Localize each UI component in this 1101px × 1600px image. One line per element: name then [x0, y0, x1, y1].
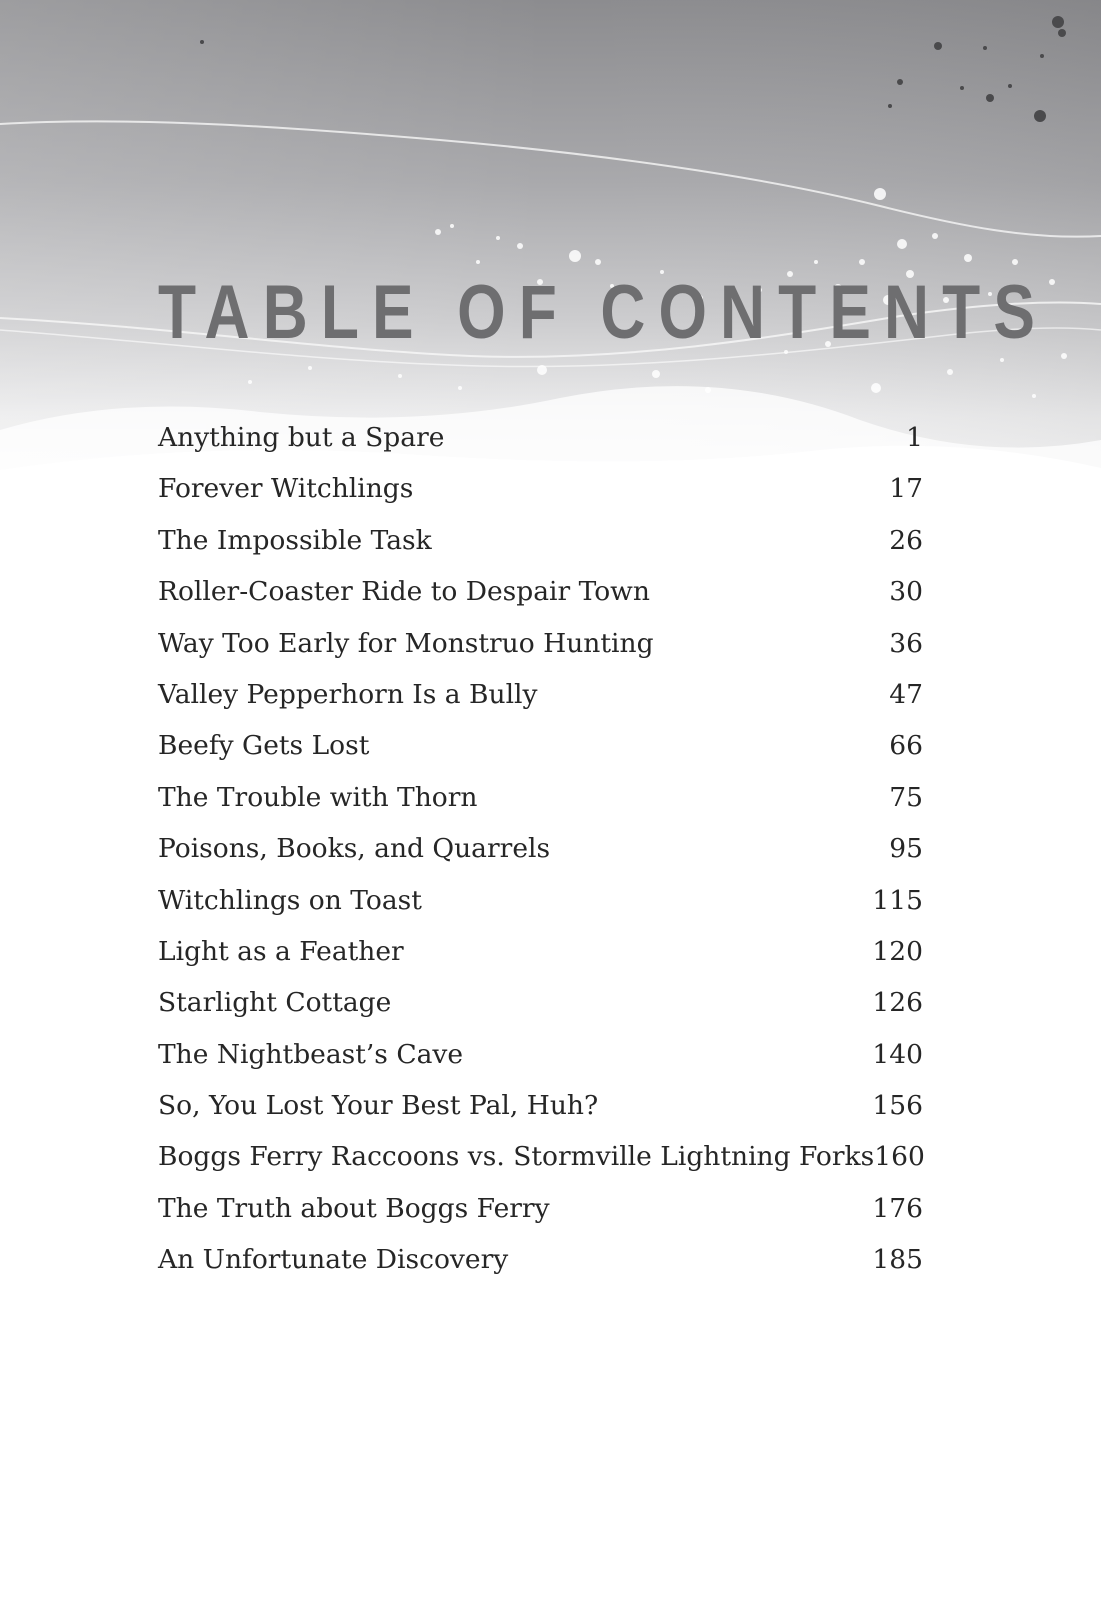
- page-number: 140: [872, 1038, 923, 1070]
- toc-entry: [158, 823, 923, 874]
- chapter-title: Anything but a Spare: [158, 422, 445, 453]
- toc-entry: [158, 618, 923, 669]
- chapter-title: Valley Pepperhorn Is a Bully: [158, 678, 538, 710]
- chapter-title: An Unfortunate Discovery: [158, 1244, 509, 1276]
- page-number: 120: [872, 935, 923, 967]
- toc-entry: [158, 1131, 923, 1182]
- chapter-title: Boggs Ferry Raccoons vs. Stormville Lightning Forks: [158, 1141, 875, 1173]
- page-number: 17: [889, 473, 923, 505]
- chapter-title: Witchlings on Toast: [158, 884, 422, 916]
- toc-entry: [158, 720, 923, 771]
- toc-entry: [158, 875, 923, 926]
- page-number: 126: [872, 987, 923, 1019]
- page-number: 47: [889, 678, 923, 710]
- page-number: 185: [872, 1244, 923, 1276]
- page-number: 156: [872, 1090, 923, 1122]
- chapter-title: Roller-Coaster Ride to Despair Town: [158, 576, 650, 608]
- chapter-title: The Trouble with Thorn: [158, 781, 478, 813]
- chapter-title: The Truth about Boggs Ferry: [158, 1192, 550, 1224]
- chapter-title: The Impossible Task: [158, 524, 432, 556]
- toc-entry: [158, 1080, 923, 1131]
- chapter-title: So, You Lost Your Best Pal, Huh?: [158, 1090, 599, 1122]
- toc-list: [158, 412, 923, 1286]
- page-number: 95: [889, 833, 923, 865]
- toc-entry: [158, 515, 923, 566]
- page-number: 30: [889, 576, 923, 608]
- chapter-title: Light as a Feather: [158, 935, 404, 967]
- page-number: 36: [889, 627, 923, 659]
- toc-entry: [158, 669, 923, 720]
- chapter-title: Starlight Cottage: [158, 987, 392, 1019]
- chapter-title: Way Too Early for Monstruo Hunting: [158, 627, 654, 659]
- toc-entry: [158, 1234, 923, 1285]
- page-number: 1: [906, 422, 923, 453]
- toc-entry: [158, 772, 923, 823]
- chapter-title: Beefy Gets Lost: [158, 730, 370, 762]
- page-title: TABLE OF CONTENTS: [158, 270, 1049, 355]
- page-number: 176: [872, 1192, 923, 1224]
- toc-entry: [158, 412, 923, 463]
- toc-entry: [158, 566, 923, 617]
- toc-entry: [158, 1183, 923, 1234]
- chapter-title: Forever Witchlings: [158, 473, 414, 505]
- page-number: 66: [889, 730, 923, 762]
- toc-entry: [158, 1029, 923, 1080]
- page-number: 115: [872, 884, 923, 916]
- toc-entry: [158, 463, 923, 514]
- toc-entry: [158, 926, 923, 977]
- chapter-title: The Nightbeast’s Cave: [158, 1038, 464, 1070]
- page-number: 160: [874, 1141, 925, 1173]
- chapter-title: Poisons, Books, and Quarrels: [158, 833, 551, 865]
- toc-entry: [158, 977, 923, 1028]
- page-number: 26: [889, 524, 923, 556]
- page-number: 75: [889, 781, 923, 813]
